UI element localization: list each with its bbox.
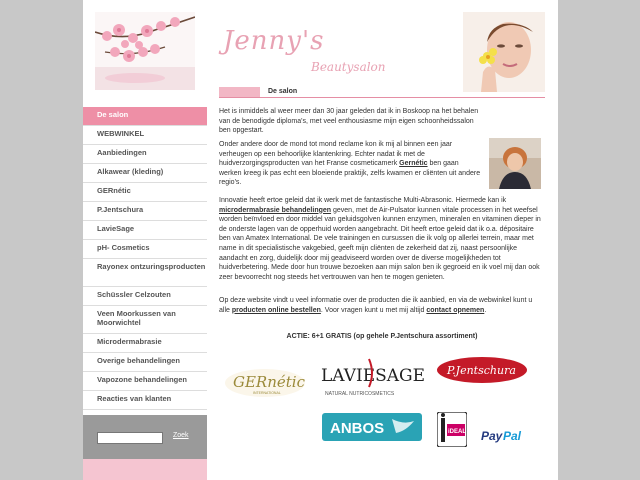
anbos-logo-text: ANBOS [330,420,385,437]
sidebar-footer-decoration [83,459,207,480]
website-text-1: Op deze website vindt u veel informatie over de producten die ik aanbied, en via de webwinkel kunt u alle [219,297,533,314]
nav-item-ph-cosmetics[interactable]: pH- Cosmetics [83,240,207,259]
jentschura-logo[interactable] [435,355,530,385]
laviesage-logo-subtext: NATURAL NUTRICOSMETICS [325,391,395,397]
page [83,0,558,480]
contact-opnemen-link[interactable]: contact opnemen [426,306,485,314]
header [83,0,558,100]
microdermabrasie-link[interactable]: microdermabrasie behandelingen [219,206,332,214]
laviesage-logo-text: LAVIESAGE [321,366,425,386]
search-panel [83,415,207,459]
cherry-blossom-image [95,12,195,90]
history-paragraph [219,140,481,188]
nav-item-webwinkel[interactable]: WEBWINKEL [83,126,207,145]
title-bar [219,87,545,98]
gernetic-link[interactable]: Gernétic [399,160,428,168]
ideal-logo-text: iDEAL [448,429,466,435]
search-input[interactable] [97,432,163,444]
jentschura-logo-text: P.Jentschura [447,364,516,377]
right-background [558,0,640,480]
history-text-1: Onder andere door de mond tot mond reclame kon ik mij al binnen een jaar verheugen op een behoorlijke klantenkring. Echter nadat ik met de huidverzorgingsproducten van het Franse cosmeticamerk [219,141,453,168]
gernetic-logo-text: GERnétic [233,373,305,391]
laviesage-logo[interactable] [319,353,425,403]
innovation-paragraph [219,196,545,282]
nav-item-gernetic[interactable]: GERnétic [83,183,207,202]
website-text-2: . Voor vragen kunt u met mij altijd [320,306,427,314]
nav-item-rayonex[interactable]: Rayonex ontzuringsproducten [83,259,207,287]
ideal-logo[interactable] [437,412,467,447]
title-accent-block [219,87,260,97]
nav-item-schussler[interactable]: Schüssler Celzouten [83,287,207,306]
nav-item-de-salon[interactable]: De salon [83,107,207,126]
owner-portrait-photo [489,138,541,189]
nav-item-microdermabrasie[interactable]: Microdermabrasie [83,334,207,353]
nav-item-jentschura[interactable]: P.Jentschura [83,202,207,221]
paypal-logo-text-2: Pal [503,429,522,443]
nav-item-vapozone[interactable]: Vapozone behandelingen [83,372,207,391]
search-button[interactable]: Zoek [173,432,189,439]
nav-item-reacties[interactable]: Reacties van klanten [83,391,207,410]
nav-item-laviesage[interactable]: LavieSage [83,221,207,240]
website-text-3: . [484,306,487,314]
anbos-logo[interactable] [322,413,422,441]
gernetic-logo-subtext: INTERNATIONAL [253,391,281,395]
sidebar-nav [83,107,207,446]
innovation-text-2: geven, met de Air-Pulsator kunnen vitale processen in het weefsel worden beïnvloed en door middel van geluidsgolven kunnen enzymen, mineralen en vitaminen dieper in de onderste lagen van de opperhuid worden aangebracht. Dit heeft ertoe geleid dat ik o.a. dépositaire ben van Amatex International. De vele trainingen en cursussen die ik volg op allerlei terrein, maar met name in dit specialistische vakgebied, geeft mijn cliënten de zekerheid dat zij, naast persoonlijke aandacht en zorg, duidelijk door mij geadviseerd worden over de diverse mogelijkheden tot huidverbetering. Mede door hun trouwe bezoeken aan mijn salon ben ik gegroeid en ik voel mij dan ook zeer bevoorrecht nog steeds het vertrouwen van hen te mogen genieten. [219,206,541,281]
page-title: De salon [268,88,298,95]
producten-bestellen-link[interactable]: producten online bestellen [231,306,321,314]
nav-item-overige-behandelingen[interactable]: Overige behandelingen [83,353,207,372]
promo-headline: ACTIE: 6+1 GRATIS (op gehele P.Jentschura assortiment) [286,333,478,340]
woman-face-image [463,12,545,92]
innovation-text-1: Innovatie heeft ertoe geleid dat ik werk met de fantastische Multi-Abrasonic. Hiermede kan ik [219,197,507,204]
nav-item-aanbiedingen[interactable]: Aanbiedingen [83,145,207,164]
left-background [0,0,83,480]
gernetic-logo[interactable] [219,353,311,403]
paypal-logo-text-1: Pay [481,429,503,443]
paypal-logo[interactable] [481,425,531,445]
history-text-2: ben gaan werken kreeg ik pas echt een bloeiende praktijk, zelfs kwamen er cliënten uit andere regio's. [219,160,481,187]
logo-title: Jenny's [223,26,325,56]
logo-subtitle: Beautysalon [311,60,386,74]
nav-item-moorkussen[interactable]: Veen Moorkussen van Moorwichtel [83,306,207,334]
intro-paragraph: Het is inmiddels al weer meer dan 30 jaar geleden dat ik in Boskoop na het behalen van de benodigde diploma's, met veel enthousiasme mijn eigen schoonheidssalon ben opgestart. [219,108,479,135]
nav-item-alkawear[interactable]: Alkawear (kleding) [83,164,207,183]
website-paragraph [219,296,545,315]
